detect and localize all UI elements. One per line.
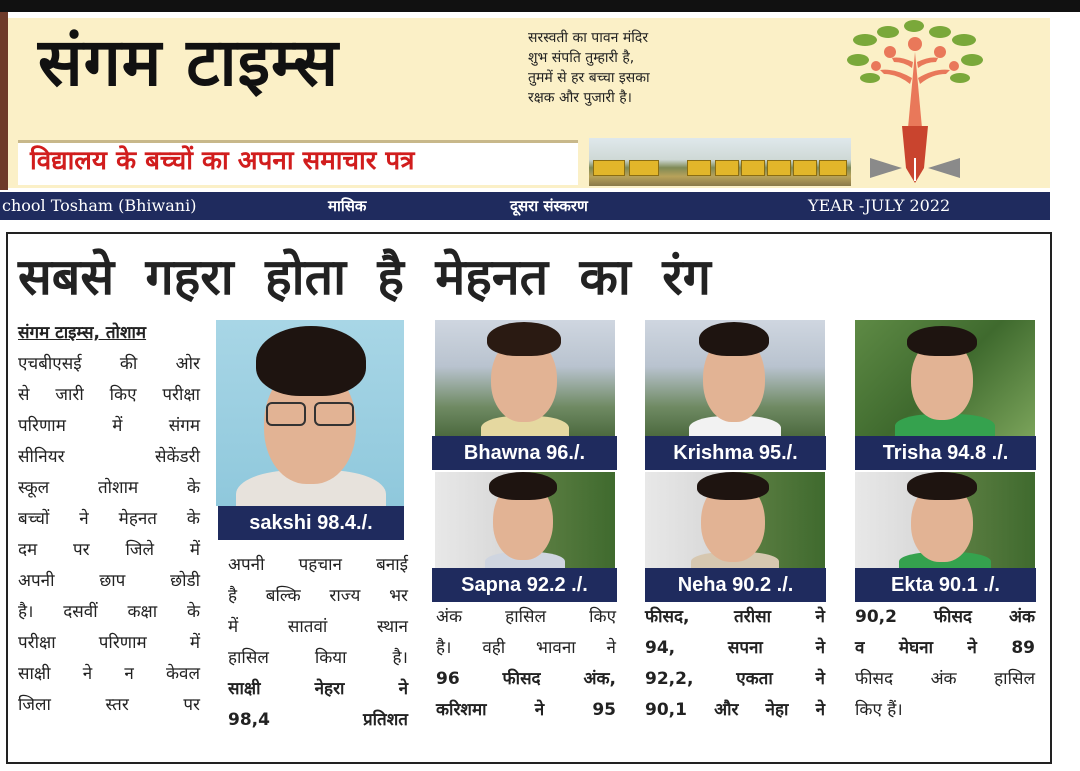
poem-line: तुममें से हर बच्चा इसका — [528, 70, 650, 86]
byline: संगम टाइम्स, तोशाम — [18, 323, 147, 343]
text-line: स्कूल तोशाम के — [18, 478, 200, 498]
text-line: है। वही भावना ने — [436, 638, 616, 658]
text-line: से जारी किए परीक्षा — [18, 385, 200, 405]
student-label-sakshi: sakshi 98.4./. — [218, 506, 404, 540]
info-bar — [0, 192, 1050, 220]
newspaper-title: संगम टाइम्स — [38, 24, 340, 101]
student-photo-bhawna — [435, 320, 615, 436]
student-label-sapna: Sapna 92.2 ./. — [432, 568, 617, 602]
text-line: है। दसवीं कक्षा के — [18, 602, 200, 622]
masthead-poem — [528, 28, 758, 108]
student-label-bhawna: Bhawna 96./. — [432, 436, 617, 470]
text-line: साक्षी ने न केवल — [18, 664, 200, 684]
student-label-trisha: Trisha 94.8 ./. — [855, 436, 1036, 470]
text-line: एचबीएसई की ओर — [18, 354, 200, 374]
text-line: दम पर जिले में — [18, 540, 200, 560]
text-line: 98,4 प्रतिशत — [228, 710, 408, 730]
text-line: 96 फीसद अंक, — [436, 669, 616, 689]
text-line: जिला स्तर पर — [18, 695, 200, 715]
poem-line: शुभ संपति तुम्हारी है, — [528, 50, 635, 66]
student-label-krishma: Krishma 95./. — [645, 436, 826, 470]
bus-shape — [593, 160, 625, 176]
issue-date: YEAR -JULY 2022 — [808, 196, 951, 215]
article-column-5 — [855, 602, 1035, 726]
bus-shape — [629, 160, 659, 176]
article-column-2 — [228, 550, 408, 736]
text-line: 90,1 और नेहा ने — [645, 700, 825, 720]
bus-shape — [715, 160, 739, 176]
frequency: मासिक — [328, 197, 367, 215]
bus-shape — [741, 160, 765, 176]
tree-pen-logo-icon — [840, 18, 990, 190]
text-line: अपनी पहचान बनाई — [228, 555, 408, 575]
article-column-4 — [645, 602, 825, 726]
article-headline: सबसे गहरा होता है मेहनत का रंग — [18, 248, 711, 306]
text-line: 92,2, एकता ने — [645, 669, 825, 689]
bus-shape — [767, 160, 791, 176]
text-line: व मेघना ने 89 — [855, 638, 1035, 658]
text-line: अपनी छाप छोडी — [18, 571, 200, 591]
text-line: 90,2 फीसद अंक — [855, 607, 1035, 627]
text-line: करिशमा ने 95 — [436, 700, 616, 720]
text-line: साक्षी नेहरा ने — [228, 679, 408, 699]
left-edge-strip — [0, 12, 8, 190]
text-line: परिणाम में संगम — [18, 416, 200, 436]
text-line: फीसद, तरीसा ने — [645, 607, 825, 627]
student-photo-sakshi — [216, 320, 404, 506]
edition: दूसरा संस्करण — [510, 197, 588, 215]
student-photo-ekta — [855, 472, 1035, 570]
text-line: में सातवां स्थान — [228, 617, 408, 637]
student-label-ekta: Ekta 90.1 ./. — [855, 568, 1036, 602]
article-column-1 — [18, 318, 200, 721]
text-line: अंक हासिल किए — [436, 607, 616, 627]
student-photo-krishma — [645, 320, 825, 436]
school-location: chool Tosham (Bhiwani) — [2, 196, 197, 215]
text-line: फीसद अंक हासिल — [855, 669, 1035, 689]
article-column-3 — [436, 602, 616, 726]
text-line: किए हैं। — [855, 700, 903, 720]
top-border — [0, 0, 1080, 12]
text-line: 94, सपना ने — [645, 638, 825, 658]
newspaper-subtitle: विद्यालय के बच्चों का अपना समाचार पत्र — [30, 146, 415, 176]
student-photo-neha — [645, 472, 825, 570]
text-line: सीनियर सेकेंडरी — [18, 447, 200, 467]
text-line: बच्चों ने मेहनत के — [18, 509, 200, 529]
student-label-neha: Neha 90.2 ./. — [645, 568, 826, 602]
text-line: परीक्षा परिणाम में — [18, 633, 200, 653]
poem-line: सरस्वती का पावन मंदिर — [528, 30, 649, 46]
student-photo-trisha — [855, 320, 1035, 436]
bus-shape — [687, 160, 711, 176]
text-line: है बल्कि राज्य भर — [228, 586, 408, 606]
bus-shape — [793, 160, 817, 176]
student-photo-sapna — [435, 472, 615, 570]
text-line: हासिल किया है। — [228, 648, 408, 668]
poem-line: रक्षक और पुजारी है। — [528, 90, 632, 106]
school-buses-photo — [589, 138, 851, 186]
